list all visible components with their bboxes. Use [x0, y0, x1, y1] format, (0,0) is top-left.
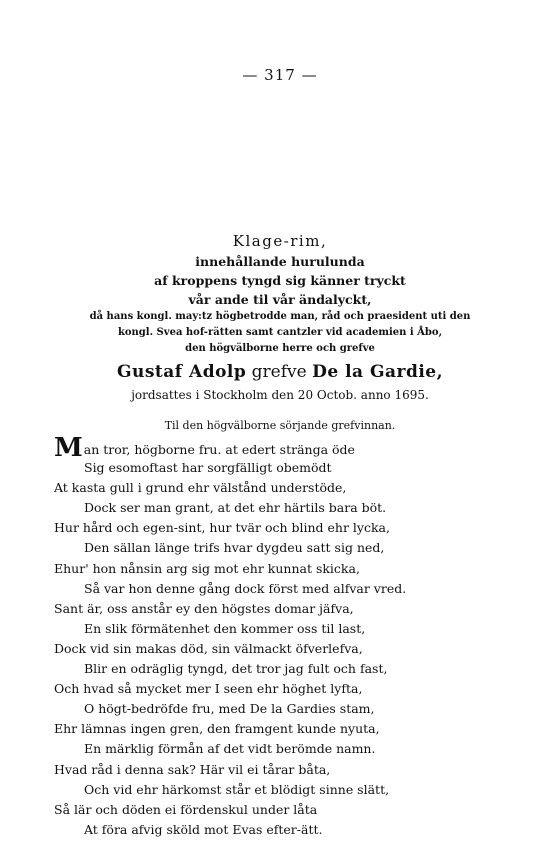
- subtitle-line: vår ande til vår ändalyckt,: [188, 292, 372, 307]
- burial-date: jordsattes i Stockholm den 20 Octob. anno 1695.: [131, 388, 429, 402]
- poem-title: Klage-rim,: [232, 232, 328, 250]
- deceased-name: [0, 359, 560, 385]
- poem-line: Så lär och döden ei fördenskul under låta: [54, 801, 318, 817]
- dedication-line: kongl. Svea hof-rätten samt cantzler vid academien i Åbo,: [117, 327, 443, 338]
- drop-initial: M: [54, 433, 83, 463]
- poem-line: Och hvad så mycket mer I seen ehr höghet lyfta,: [54, 681, 363, 697]
- poem-line: En slik förmätenhet den kommer oss til last,: [84, 620, 366, 636]
- name-given: Gustaf Adolp: [116, 362, 247, 382]
- poem-line: Dock vid sin makas död, sin välmackt öfverlefva,: [54, 640, 363, 656]
- poem-line: Sant är, oss anstår ey den högstes domar jäfva,: [54, 600, 354, 616]
- address-line: Til den högvälborne sörjande grefvinnan.: [164, 419, 396, 432]
- poem-line: Hvad råd i denna sak? Här vil ei tårar båta,: [54, 761, 331, 777]
- poem-line: At kasta gull i grund ehr välstånd understöde,: [54, 480, 347, 496]
- poem-line: Sig esomoftast har sorgfälligt obemödt: [84, 460, 332, 476]
- poem-body: [54, 433, 514, 840]
- dedication-line: då hans kongl. may:tz högbetrodde man, råd och praesident uti den: [89, 311, 471, 322]
- subtitle-line: innehållande hurulunda: [195, 254, 365, 269]
- poem-line: [54, 433, 514, 463]
- page-number: — 317 —: [242, 66, 318, 84]
- poem-line: Ehur' hon nånsin arg sig mot ehr kunnat skicka,: [54, 560, 360, 576]
- name-family: De la Gardie,: [312, 362, 444, 382]
- heading-block: [0, 230, 560, 435]
- name-title: grefve: [246, 362, 313, 382]
- poem-line: Dock ser man grant, at det ehr härtils bara böt.: [84, 500, 387, 516]
- poem-line: O högt-bedröfde fru, med De la Gardies stam,: [84, 701, 375, 717]
- poem-line: Hur hård och egen-sint, hur tvär och blind ehr lycka,: [54, 520, 390, 536]
- poem-line: Den sällan länge trifs hvar dygdeu satt sig ned,: [84, 540, 385, 556]
- poem-line: Och vid ehr härkomst står et blödigt sinne slätt,: [84, 781, 390, 797]
- subtitle-line: af kroppens tyngd sig känner tryckt: [154, 273, 406, 288]
- poem-line: At föra afvig sköld mot Evas efter-ätt.: [84, 821, 323, 837]
- poem-line: Ehr lämnas ingen gren, den framgent kunde nyuta,: [54, 721, 380, 737]
- poem-line-text: an tror, högborne fru. at edert stränga öde: [83, 442, 355, 457]
- dedication-line: den högvälborne herre och grefve: [185, 343, 375, 354]
- poem-line: Blir en odräglig tyngd, det tror jag fult och fast,: [84, 661, 388, 677]
- poem-line: Så var hon denne gång dock först med alfvar vred.: [84, 580, 407, 596]
- poem-line: En märklig förmån af det vidt berömde namn.: [84, 741, 376, 757]
